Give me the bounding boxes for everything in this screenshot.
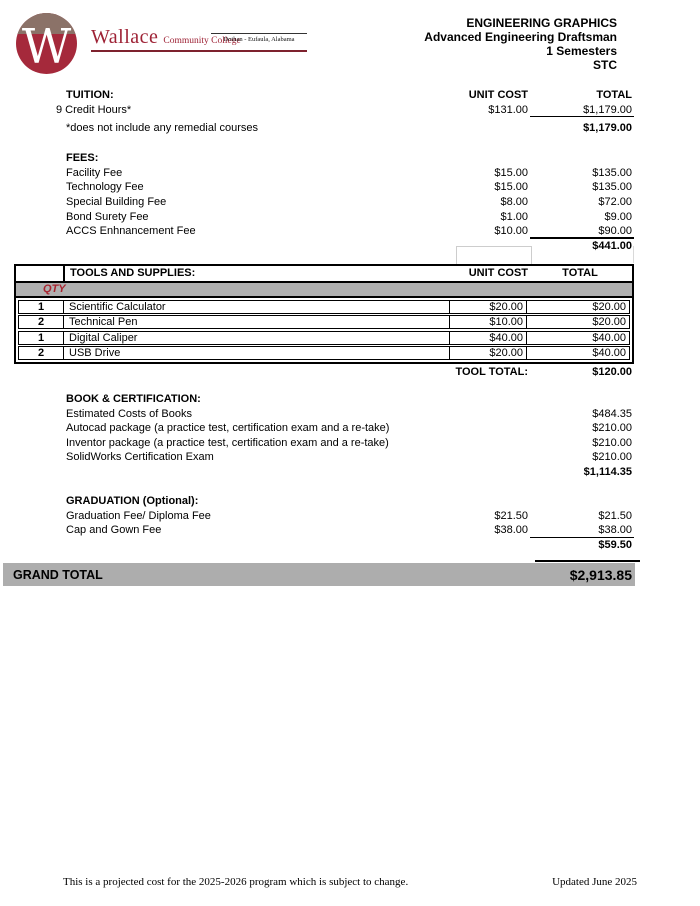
total-column-header: TOTAL [596, 89, 632, 101]
tool-qty: 1 [19, 301, 64, 313]
tuition-unit-cost: $131.00 [488, 103, 528, 116]
tool-row [18, 331, 630, 345]
college-location: Dothan - Eufaula, Alabama [211, 33, 307, 43]
grand-total-value: $2,913.85 [569, 566, 632, 583]
books-subtotal: $1,114.35 [583, 465, 632, 478]
tool-total: $20.00 [526, 316, 629, 328]
tool-total: $40.00 [526, 332, 629, 344]
tuition-note-row [66, 121, 634, 136]
tools-qty-column [16, 266, 65, 281]
unit-cost-column-header: UNIT COST [468, 89, 528, 101]
tool-total: $40.00 [526, 347, 629, 359]
tools-total-header: TOTAL [562, 267, 598, 279]
college-name: Wallace [91, 26, 159, 48]
graduation-total: $38.00 [530, 523, 634, 538]
graduation-row [66, 509, 634, 524]
grand-total-rule [535, 560, 640, 562]
tuition-header-row [66, 88, 634, 103]
tool-row [18, 315, 630, 329]
book-row [66, 450, 634, 465]
program-title: ENGINEERING GRAPHICS [466, 16, 617, 30]
fee-unit-cost: $15.00 [494, 166, 528, 179]
logo-monogram: W [21, 19, 72, 74]
tool-unit-cost: $40.00 [449, 332, 526, 344]
fee-label: ACCS Enhnancement Fee [66, 225, 196, 238]
tool-row [18, 300, 630, 314]
fee-total: $72.00 [598, 196, 632, 209]
graduation-total: $21.50 [598, 509, 632, 522]
fee-label: Bond Surety Fee [66, 210, 149, 223]
tools-table [14, 264, 634, 364]
graduation-unit-cost: $38.00 [494, 524, 528, 537]
tool-unit-cost: $20.00 [449, 301, 526, 313]
graduation-subtotal: $59.50 [598, 539, 632, 552]
graduation-subtotal-row [66, 538, 634, 553]
books-subtotal-row [66, 465, 634, 480]
grand-total-label: GRAND TOTAL [13, 567, 103, 582]
books-heading: BOOK & CERTIFICATION: [66, 393, 201, 405]
book-row [66, 407, 634, 422]
book-row [66, 436, 634, 451]
fee-total: $9.00 [604, 210, 632, 223]
tuition-heading: TUITION: [66, 89, 114, 101]
footer-updated: Updated June 2025 [552, 876, 637, 888]
tool-item: Digital Caliper [69, 331, 138, 344]
fee-label: Facility Fee [66, 166, 123, 179]
fee-unit-cost: $1.00 [500, 210, 528, 223]
fee-label: Special Building Fee [66, 196, 167, 209]
book-total: $210.00 [592, 451, 632, 463]
grand-total-bar [3, 563, 635, 586]
tool-total: $20.00 [526, 301, 629, 313]
college-suffix: Community College [163, 36, 241, 46]
fee-total: $135.00 [592, 166, 632, 179]
tool-qty: 1 [19, 332, 64, 344]
wallace-logo-icon [16, 13, 77, 74]
books-section [0, 392, 700, 479]
book-total: $210.00 [592, 436, 632, 449]
tool-total-section [0, 365, 700, 380]
graduation-heading: GRADUATION (Optional): [66, 495, 199, 507]
graduation-heading-row [66, 494, 634, 509]
fee-unit-cost: $8.00 [500, 196, 528, 209]
tools-qty-band: QTY [16, 283, 632, 298]
fee-unit-cost: $15.00 [494, 181, 528, 194]
tool-qty: 2 [19, 316, 64, 328]
tool-item: USB Drive [69, 347, 121, 359]
book-label: Estimated Costs of Books [66, 407, 192, 420]
tool-item: Technical Pen [69, 316, 138, 328]
fees-subtotal-row [66, 239, 634, 254]
book-total: $210.00 [592, 422, 632, 434]
books-heading-row [66, 392, 634, 407]
tuition-row [56, 103, 634, 118]
fees-heading-row [66, 151, 634, 166]
program-subtitle: Advanced Engineering Draftsman [424, 30, 617, 44]
gridline-artifact [633, 246, 634, 263]
tool-total-label: TOOL TOTAL: [455, 366, 528, 378]
footer-note: This is a projected cost for the 2025-2026 program which is subject to change. [63, 876, 409, 888]
book-total: $484.35 [592, 407, 632, 420]
program-campus: STC [593, 58, 617, 72]
graduation-label: Cap and Gown Fee [66, 524, 162, 537]
book-label: Autocad package (a practice test, certification exam and a re-take) [66, 422, 390, 434]
college-wordmark [91, 26, 307, 52]
graduation-section [0, 494, 700, 553]
fee-total: $135.00 [592, 181, 632, 194]
tuition-note: *does not include any remedial courses [66, 122, 259, 135]
fee-row [66, 224, 634, 239]
tool-total-row [66, 365, 634, 380]
tools-unit-cost-header: UNIT COST [468, 267, 528, 279]
tuition-section [0, 88, 700, 136]
graduation-label: Graduation Fee/ Diploma Fee [66, 509, 211, 522]
tuition-total: $1,179.00 [530, 103, 634, 118]
graduation-unit-cost: $21.50 [494, 509, 528, 522]
book-label: Inventor package (a practice test, certification exam and a re-take) [66, 436, 389, 449]
tools-header-row [16, 266, 632, 283]
empty-cell-artifact [456, 246, 532, 265]
book-label: SolidWorks Certification Exam [66, 451, 214, 463]
graduation-row [66, 523, 634, 538]
program-duration: 1 Semesters [546, 44, 617, 58]
title-block [424, 16, 617, 72]
tool-unit-cost: $20.00 [449, 347, 526, 359]
tuition-subtotal: $1,179.00 [583, 122, 632, 135]
footer [63, 876, 637, 888]
tool-unit-cost: $10.00 [449, 316, 526, 328]
tool-row [18, 346, 630, 360]
fee-row [66, 195, 634, 210]
fee-row [66, 180, 634, 195]
fees-subtotal: $441.00 [592, 240, 632, 253]
tool-qty: 2 [19, 347, 64, 359]
book-row [66, 421, 634, 436]
fee-label: Technology Fee [66, 181, 144, 194]
tool-total-value: $120.00 [592, 366, 632, 378]
wordmark-rule [91, 50, 307, 52]
tuition-label: 9 Credit Hours* [56, 103, 132, 116]
fee-row [66, 166, 634, 181]
fee-unit-cost: $10.00 [494, 225, 528, 238]
tool-item: Scientific Calculator [69, 300, 166, 313]
fee-row [66, 210, 634, 225]
tools-heading: TOOLS AND SUPPLIES: [70, 267, 196, 279]
fees-heading: FEES: [66, 152, 99, 164]
fees-section [0, 151, 700, 254]
fee-total: $90.00 [530, 224, 634, 239]
